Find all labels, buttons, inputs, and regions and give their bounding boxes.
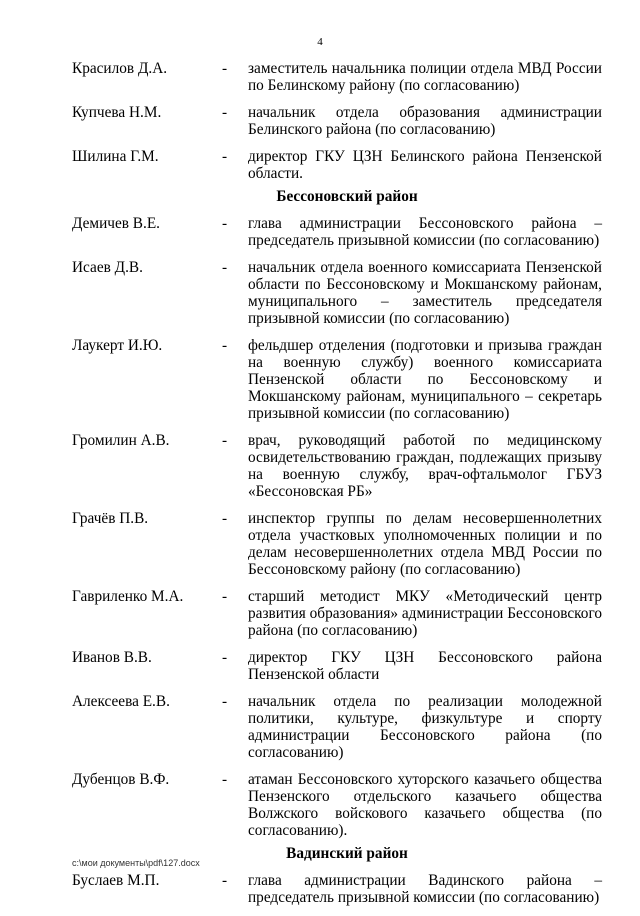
member-name: Красилов Д.А. [72,60,168,77]
member-row [72,588,602,639]
dash-separator: - [222,337,228,354]
member-row [72,510,602,578]
member-row [72,215,602,249]
member-name: Демичев В.Е. [72,215,161,232]
district-heading: Вадинский район [286,845,408,862]
member-name: Дубенцов В.Ф. [72,771,170,788]
member-name: Алексеева Е.В. [72,693,170,710]
member-position: фельдшер отделения (подготовки и призыва граждан на военную службу) военного комиссариата Пензенской области по Бессоновскому и Мокшанскому районам, муниципального – секретарь призывной комиссии (по согласованию) [248,337,602,422]
member-position: начальник отдела военного комиссариата Пензенской области по Бессоновскому и Мокшанскому районам, муниципального – заместитель председателя призывной комиссии (по согласованию) [248,259,602,327]
dash-separator: - [222,432,228,449]
dash-separator: - [222,60,228,77]
member-name: Иванов В.В. [72,649,152,666]
member-name: Гавриленко М.А. [72,588,184,605]
dash-separator: - [222,148,228,165]
member-position: заместитель начальника полиции отдела МВД России по Белинскому району (по согласованию) [248,60,602,94]
member-row [72,104,602,138]
member-position: глава администрации Бессоновского района – председатель призывной комиссии (по согласованию) [248,215,602,249]
member-position: врач, руководящий работой по медицинскому освидетельствованию граждан, подлежащих призыву на военную службу, врач-офтальмолог ГБУЗ «Бессоновская РБ» [248,432,602,500]
member-row [72,148,602,182]
member-position: начальник отдела образования администрации Белинского района (по согласованию) [248,104,602,138]
commission-member-list [72,60,602,916]
dash-separator: - [222,588,228,605]
member-name: Купчева Н.М. [72,104,162,121]
dash-separator: - [222,215,228,232]
district-heading: Бессоновский район [276,188,418,205]
member-name: Лаукерт И.Ю. [72,337,163,354]
dash-separator: - [222,259,228,276]
member-position: директор ГКУ ЦЗН Белинского района Пензенской области. [248,148,602,182]
member-position: глава администрации Вадинского района – председатель призывной комиссии (по согласованию) [248,872,602,906]
member-row [72,337,602,422]
member-name: Грачёв П.В. [72,510,149,527]
member-row [72,60,602,94]
member-position: директор ГКУ ЦЗН Бессоновского района Пензенской области [248,649,602,683]
member-row [72,649,602,683]
dash-separator: - [222,771,228,788]
dash-separator: - [222,104,228,121]
dash-separator: - [222,649,228,666]
member-row [72,771,602,839]
member-position: начальник отдела по реализации молодежной политики, культуре, физкультуре и спорту администрации Бессоновского района (по согласованию) [248,693,602,761]
dash-separator: - [222,872,228,889]
member-row [72,259,602,327]
member-name: Исаев Д.В. [72,259,143,276]
dash-separator: - [222,693,228,710]
member-position: атаман Бессоновского хуторского казачьего общества Пензенского отдельского казачьего общества Волжского войскового казачьего общества (по согласованию). [248,771,602,839]
member-row [72,693,602,761]
member-name: Шилина Г.М. [72,148,159,165]
dash-separator: - [222,510,228,527]
member-row [72,872,602,906]
member-position: старший методист МКУ «Методический центр развития образования» администрации Бессоновского района (по согласованию) [248,588,602,639]
member-name: Буслаев М.П. [72,872,160,889]
page-number: 4 [317,36,323,48]
file-path-footer: c:\мои документы\pdf\127.docx [72,858,200,868]
member-name: Громилин А.В. [72,432,170,449]
member-row [72,432,602,500]
member-position: инспектор группы по делам несовершеннолетних отдела участковых уполномоченных полиции и по делам несовершеннолетних отдела МВД России по Бессоновскому району (по согласованию) [248,510,602,578]
